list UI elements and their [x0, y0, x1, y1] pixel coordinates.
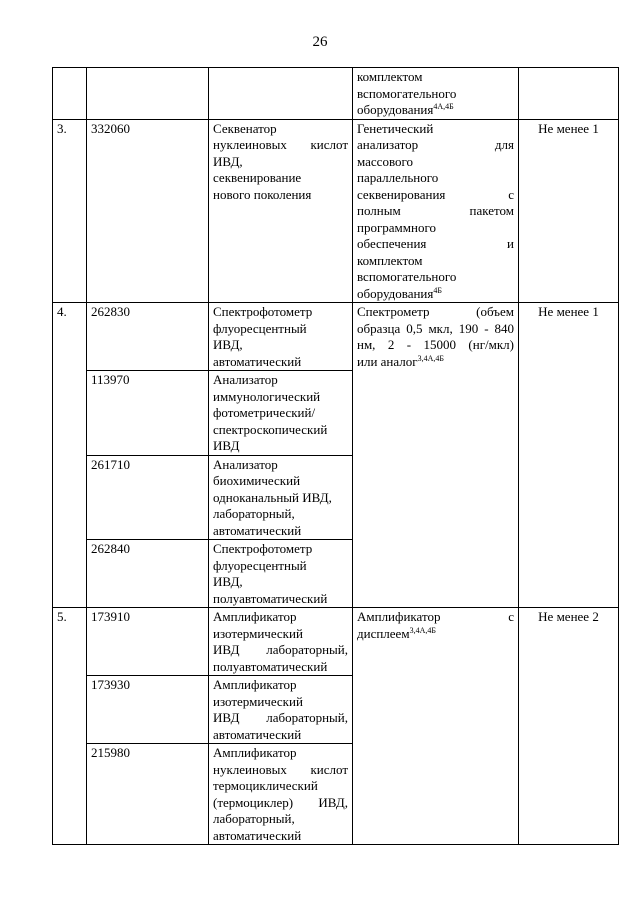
item-name-line: одноканальный ИВД,	[213, 489, 332, 505]
table-row	[53, 608, 619, 676]
item-name	[209, 371, 353, 456]
item-name-line: биохимический	[213, 473, 301, 488]
footnote-ref: 4А,4Б	[433, 102, 454, 111]
quantity: Не менее 1	[519, 119, 619, 303]
spec-line: дисплеем$^{3,4А,4Б}$	[357, 625, 436, 641]
item-name	[209, 608, 353, 676]
item-name-line: Амплификатор	[213, 609, 297, 624]
row-number	[53, 68, 87, 120]
item-name-line: автоматический	[213, 827, 302, 843]
spec-line: вспомогательного	[357, 269, 457, 284]
spec-line: оборудования$^{4Б}$	[357, 285, 442, 301]
equipment-spec	[353, 68, 519, 120]
equipment-spec	[353, 119, 519, 303]
item-name-line: ИВД лабораторный,	[213, 642, 348, 657]
item-name	[209, 744, 353, 845]
item-name-line: нового поколения	[213, 186, 312, 202]
item-name-line: термоциклический	[213, 778, 318, 793]
item-name-line: ИВД	[213, 438, 240, 453]
item-name-line: спектроскопический	[213, 421, 328, 437]
spec-line: массового	[357, 153, 414, 169]
item-name-line: полуавтоматический	[213, 658, 328, 674]
spec-line: секвенирования с	[357, 186, 514, 202]
item-name-line: автоматический	[213, 726, 302, 742]
item-name-line: лабораторный,	[213, 811, 295, 826]
quantity: Не менее 2	[519, 608, 619, 845]
item-name-line: ИВД,	[213, 574, 243, 589]
item-name-line: иммунологический	[213, 388, 321, 404]
footnote-ref: 3,4А,4Б	[409, 625, 436, 635]
item-code: 173910	[87, 608, 209, 676]
item-name-line: Анализатор	[213, 372, 278, 387]
item-name-line: изотермический	[213, 625, 303, 641]
item-name-line: нуклеиновых кислот	[213, 137, 348, 152]
row-number: 3.	[53, 119, 87, 303]
item-name-line: автоматический	[213, 353, 302, 369]
item-name-line: Амплификатор	[213, 745, 297, 760]
item-name-line: изотермический	[213, 693, 303, 709]
item-name	[209, 119, 353, 303]
item-name-line: ИВД лабораторный,	[213, 710, 348, 725]
item-code: 113970	[87, 371, 209, 456]
spec-line: программного	[357, 219, 436, 235]
spec-line: параллельного	[357, 170, 439, 185]
page-number: 26	[312, 34, 328, 50]
item-name	[209, 303, 353, 371]
row-number: 5.	[53, 608, 87, 845]
spec-line: нм, 2 - 15000 (нг/мкл)	[357, 337, 514, 352]
item-name-line: Анализатор	[213, 456, 278, 472]
spec-line: комплектом	[357, 69, 423, 84]
spec-line: образца 0,5 мкл, 190 - 840	[357, 320, 514, 336]
item-name-line: (термоциклер) ИВД,	[213, 794, 348, 810]
table-row	[53, 119, 619, 303]
spec-line: Генетический	[357, 120, 434, 136]
row-number: 4.	[53, 303, 87, 608]
item-name-line: автоматический	[213, 522, 302, 538]
spec-line: Амплификатор с	[357, 609, 514, 624]
item-name-line: Спектрофотометр	[213, 304, 313, 319]
spec-line: оборудования$^{4А,4Б}$	[357, 102, 454, 117]
item-name-line: лабораторный,	[213, 506, 295, 521]
item-name	[209, 455, 353, 540]
item-code: 262840	[87, 540, 209, 608]
item-code: 332060	[87, 119, 209, 303]
specification-table	[52, 67, 619, 845]
item-name-line: нуклеиновых кислот	[213, 761, 348, 777]
spec-line: анализатор для	[357, 137, 514, 152]
item-name-line: ИВД,	[213, 153, 243, 169]
item-name-line: фотометрический/	[213, 405, 316, 420]
footnote-ref: 4Б	[433, 285, 442, 295]
item-name	[209, 540, 353, 608]
equipment-spec	[353, 608, 519, 845]
item-name-line: флуоресцентный	[213, 557, 307, 573]
spec-line: обеспечения и	[357, 236, 514, 251]
spec-line: Спектрометр (объем	[357, 304, 514, 319]
spec-line: комплектом	[357, 252, 423, 268]
item-code: 262830	[87, 303, 209, 371]
table-row	[53, 68, 619, 120]
item-name-line: Спектрофотометр	[213, 541, 313, 556]
quantity: Не менее 1	[519, 303, 619, 608]
equipment-spec	[353, 303, 519, 608]
table-row	[53, 303, 619, 371]
item-code: 261710	[87, 455, 209, 540]
item-name	[209, 68, 353, 120]
item-name-line: полуавтоматический	[213, 590, 328, 606]
item-name-line: Секвенатор	[213, 120, 277, 136]
item-code	[87, 68, 209, 120]
spec-line: или аналог$^{3,4А,4Б}$	[357, 353, 444, 369]
item-name	[209, 676, 353, 744]
item-name-line: секвенирование	[213, 170, 302, 185]
item-name-line: флуоресцентный	[213, 320, 307, 336]
item-name-line: Амплификатор	[213, 677, 297, 692]
quantity	[519, 68, 619, 120]
item-code: 173930	[87, 676, 209, 744]
footnote-ref: 3,4А,4Б	[417, 353, 444, 363]
spec-line: вспомогательного	[357, 85, 457, 101]
item-name-line: ИВД,	[213, 337, 243, 352]
item-code: 215980	[87, 744, 209, 845]
spec-line: полным пакетом	[357, 203, 514, 218]
